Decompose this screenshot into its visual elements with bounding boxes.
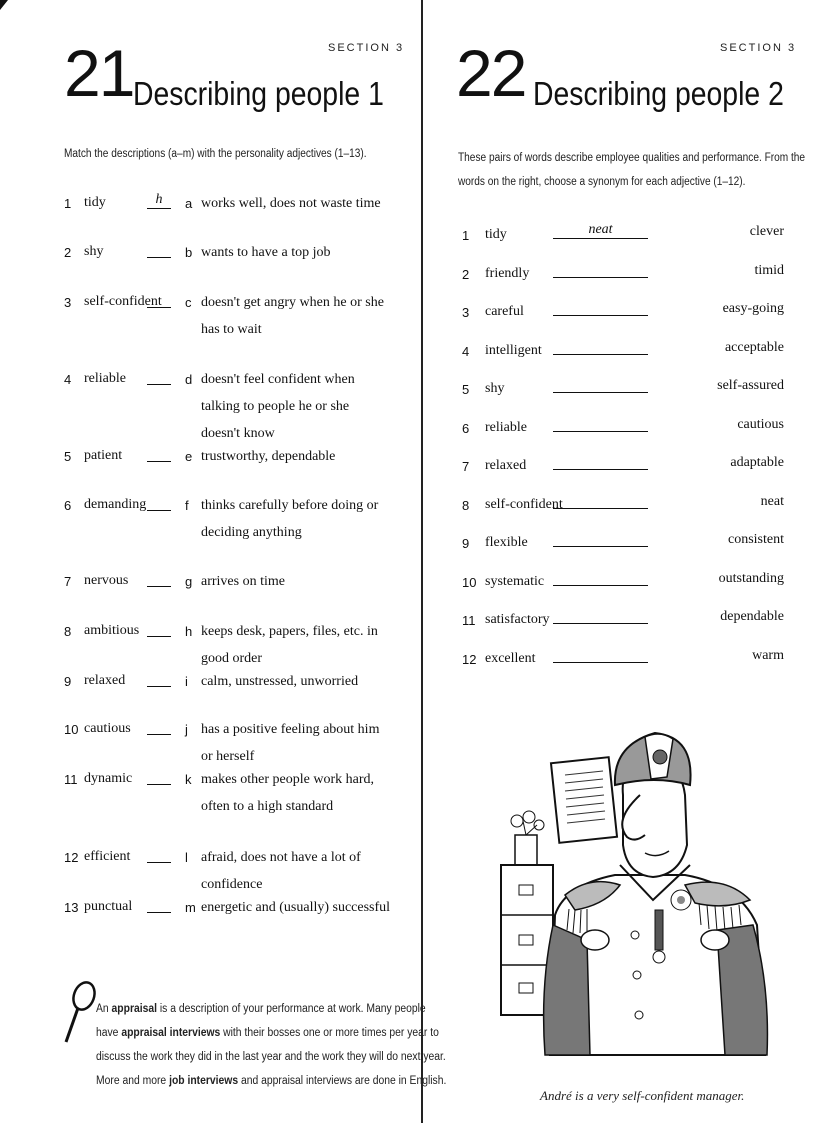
description-text: makes other people work hard, often to a high standard (201, 772, 374, 814)
description-letter: i (185, 674, 188, 689)
answer-blank[interactable] (553, 571, 648, 586)
description-text: calm, unstressed, unworried (201, 674, 359, 689)
item-number: 12 (462, 651, 477, 667)
description-text: doesn't get angry when he or she has to wait (201, 295, 384, 337)
synonym-word: consistent (728, 532, 784, 547)
adjective: punctual (84, 899, 133, 914)
synonym-word: cautious (737, 416, 784, 432)
note-line-1: An appraisal is a description of your performance at work. Many people (96, 1003, 426, 1015)
instruction: Match the descriptions (a–m) with the personality adjectives (1–13). (64, 148, 367, 160)
answer-blank[interactable] (147, 672, 171, 687)
corner-mark (0, 0, 8, 10)
answer-blank[interactable] (147, 848, 171, 863)
description-letter: d (185, 372, 193, 387)
magnifier-icon (60, 978, 100, 1048)
synonym-word: acceptable (724, 339, 784, 355)
item-number: 1 (462, 228, 470, 243)
adjective: tidy (84, 195, 106, 210)
description-letter: b (185, 245, 193, 260)
description-letter: m (185, 900, 196, 915)
description-text: afraid, does not have a lot of confidence (201, 850, 361, 892)
description-letter: a (185, 196, 193, 211)
synonym-word: neat (760, 493, 784, 509)
description-letter: l (185, 850, 188, 865)
answer-blank[interactable] (553, 648, 648, 663)
synonym-word: easy-going (722, 301, 784, 316)
description-letter: e (185, 449, 193, 464)
description-text: keeps desk, papers, files, etc. in good order (201, 624, 378, 666)
synonym-word: dependable (720, 609, 784, 624)
answer-blank[interactable] (147, 447, 171, 462)
unit-title: Describing people 1 (133, 75, 384, 112)
adjective: shy (84, 244, 104, 259)
answer-blank[interactable]: h (147, 194, 171, 209)
note-line-2: have appraisal interviews with their bosses one or more times per year to (96, 1027, 439, 1039)
item-number: 12 (64, 850, 79, 865)
adjective: tidy (485, 227, 507, 242)
description-text: doesn't feel confident when talking to people he or she doesn't know (201, 372, 355, 441)
answer-blank[interactable] (553, 301, 648, 316)
answer-blank[interactable] (553, 263, 648, 278)
adjective: reliable (485, 419, 527, 435)
description-text: trustworthy, dependable (201, 449, 336, 464)
adjective: relaxed (84, 673, 126, 688)
item-number: 10 (64, 722, 79, 737)
answer-blank[interactable] (553, 455, 648, 470)
answer-blank[interactable] (147, 496, 171, 511)
description-letter: k (185, 772, 192, 787)
item-number: 4 (462, 343, 470, 359)
item-number: 6 (64, 498, 72, 513)
answer-blank[interactable] (147, 898, 171, 913)
synonym-word: adaptable (730, 455, 784, 470)
instruction-line-2: words on the right, choose a synonym for each adjective (1–12). (458, 176, 746, 188)
adjective: intelligent (485, 342, 542, 358)
adjective: excellent (485, 650, 536, 666)
item-number: 3 (462, 305, 470, 320)
item-number: 3 (64, 295, 72, 310)
note-line-3: discuss the work they did in the last year and the work they will do next year. (96, 1051, 446, 1063)
answer-blank[interactable] (147, 243, 171, 258)
answer-blank[interactable] (147, 572, 171, 587)
unit-number: 21 (64, 36, 134, 110)
answer-blank[interactable] (553, 378, 648, 393)
answer-blank[interactable] (147, 293, 171, 308)
answer-blank[interactable] (553, 532, 648, 547)
unit-number: 22 (456, 36, 526, 110)
adjective: ambitious (84, 623, 140, 638)
page-fold-divider (421, 0, 423, 1123)
item-number: 4 (64, 372, 72, 387)
synonym-word: warm (752, 647, 784, 663)
item-number: 5 (462, 382, 470, 397)
adjective: dynamic (84, 771, 133, 786)
synonym-word: self-assured (717, 378, 784, 393)
adjective: reliable (84, 371, 126, 386)
adjective: self-confident (84, 294, 162, 309)
item-number: 2 (462, 266, 470, 282)
adjective: nervous (84, 573, 129, 588)
section-label: SECTION 3 (328, 42, 405, 54)
adjective: demanding (84, 497, 147, 512)
adjective: flexible (485, 535, 528, 550)
synonym-word: timid (754, 262, 784, 278)
adjective: careful (485, 304, 524, 319)
description-letter: j (185, 722, 188, 737)
item-number: 7 (462, 459, 470, 474)
answer-blank[interactable] (147, 622, 171, 637)
item-number: 11 (462, 613, 476, 628)
note-line-4: More and more job interviews and appraisal interviews are done in English. (96, 1075, 447, 1087)
description-text: wants to have a top job (201, 245, 331, 260)
item-number: 8 (64, 624, 72, 639)
description-letter: g (185, 574, 193, 589)
item-number: 7 (64, 574, 72, 589)
adjective: systematic (485, 573, 545, 589)
description-text: energetic and (usually) successful (201, 900, 391, 915)
description-text: works well, does not waste time (201, 196, 381, 211)
item-number: 13 (64, 900, 79, 915)
adjective: self-confident (485, 496, 563, 512)
instruction-line-1: These pairs of words describe employee qualities and performance. From the (458, 152, 806, 164)
adjective: cautious (84, 721, 131, 736)
description-letter: c (185, 295, 192, 310)
item-number: 1 (64, 196, 72, 211)
unit-title: Describing people 2 (533, 75, 784, 112)
item-number: 2 (64, 245, 72, 260)
item-number: 9 (64, 674, 72, 689)
answer-blank[interactable] (147, 770, 171, 785)
adjective: satisfactory (485, 612, 550, 627)
item-number: 11 (64, 772, 78, 787)
manager-illustration (495, 725, 780, 1070)
item-number: 10 (462, 574, 477, 590)
adjective: patient (84, 448, 123, 463)
synonym-word: outstanding (718, 570, 784, 586)
answer-blank[interactable]: neat (553, 224, 648, 239)
item-number: 8 (462, 497, 470, 513)
item-number: 6 (462, 420, 470, 436)
description-text: thinks carefully before doing or deciding anything (201, 498, 379, 540)
description-letter: h (185, 624, 193, 639)
description-letter: f (185, 498, 189, 513)
adjective: relaxed (485, 458, 527, 473)
item-number: 9 (462, 536, 470, 551)
description-text: has a positive feeling about him or herself (201, 722, 380, 764)
adjective: efficient (84, 849, 131, 864)
answer-blank[interactable] (553, 609, 648, 624)
item-number: 5 (64, 449, 72, 464)
answer-blank[interactable] (553, 417, 648, 432)
synonym-word: clever (749, 224, 784, 239)
section-label: SECTION 3 (720, 42, 797, 54)
answer-blank[interactable] (147, 370, 171, 385)
illustration-caption: André is a very self-confident manager. (540, 1088, 745, 1103)
adjective: friendly (485, 265, 530, 281)
answer-blank[interactable] (553, 494, 648, 509)
answer-blank[interactable] (553, 340, 648, 355)
answer-blank[interactable] (147, 720, 171, 735)
description-text: arrives on time (201, 574, 285, 589)
adjective: shy (485, 381, 505, 396)
